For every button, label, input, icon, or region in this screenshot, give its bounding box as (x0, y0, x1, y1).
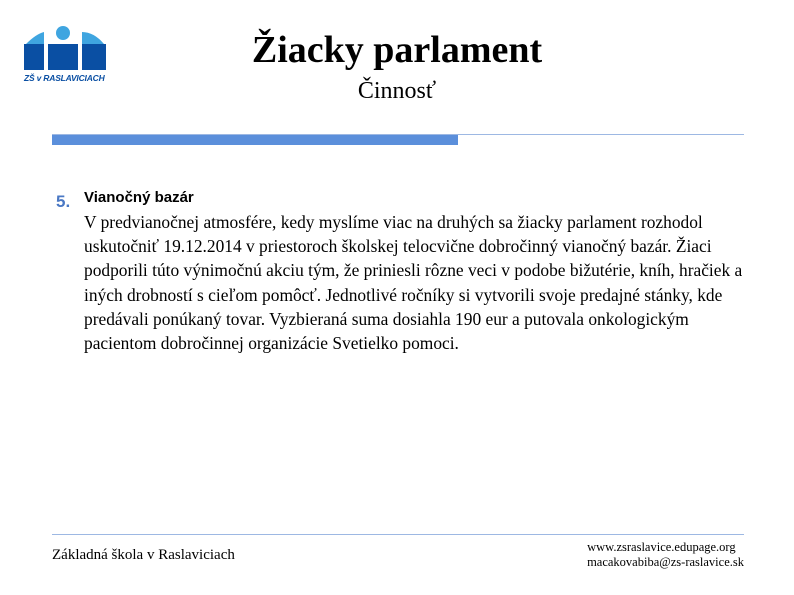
footer-email: macakovabiba@zs-raslavice.sk (587, 555, 744, 569)
page-title: Žiacky parlament (251, 29, 543, 71)
header-divider-thick (52, 135, 458, 145)
footer-website: www.zsraslavice.edupage.org (587, 540, 736, 554)
logo-text: ZŠ v RASLAVICIACH (24, 73, 105, 83)
footer-divider (52, 534, 744, 535)
page-subtitle: Činnosť (357, 78, 437, 104)
item-body: V predvianočnej atmosfére, kedy myslíme viac na druhých sa žiacky parlament rozhodol uskutočniť 19.12.2014 v priestoroch školskej telocvične dobročinný vianočný bazár. Žiaci podporili túto výnimočnú akciu tým, že priniesli rôzne veci v podobe bižutérie, kníh, hračiek a iných drobností s cieľom pomôcť. Jednotlivé ročníky si vytvorili svoje predajné stánky, kde predávali ponúkaný tovar. Vyzbieraná suma dosiahla 190 eur a putovala onkologickým pacientom dobročinnej organizácie Svetielko pomoci. (84, 212, 743, 354)
item-title: Vianočný bazár (84, 189, 194, 206)
footer-contact (587, 540, 744, 570)
footer-school-name: Základná škola v Raslaviciach (52, 547, 235, 563)
item-number: 5. (56, 192, 71, 211)
